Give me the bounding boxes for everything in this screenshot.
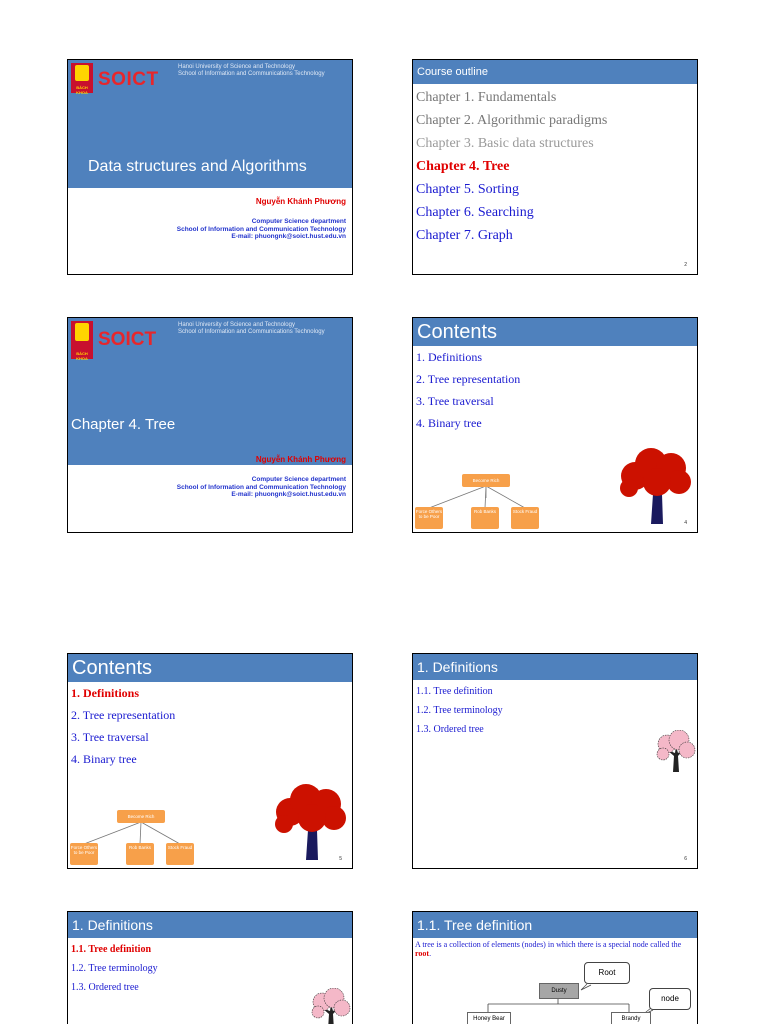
slide-1	[67, 59, 353, 275]
org-root-node: Become Rich	[462, 474, 510, 487]
university-name: Hanoi University of Science and Technology	[178, 64, 295, 70]
list-item: 2. Tree representation	[71, 708, 176, 722]
org-child-node: Rob Banks	[471, 507, 499, 529]
contents-list	[71, 682, 175, 770]
list-item: 2. Tree representation	[416, 372, 521, 386]
logo-flame-icon	[75, 323, 89, 341]
definitions-list	[71, 940, 158, 997]
org-child-node: Force Others to be Poor	[70, 843, 98, 865]
list-item: 3. Tree traversal	[416, 394, 494, 408]
slide-header: Contents	[413, 318, 697, 346]
university-name: Hanoi University of Science and Technology	[178, 322, 295, 328]
root-callout: Root	[584, 962, 630, 984]
list-item-current: 1. Definitions	[71, 686, 140, 700]
school-line: School of Information and Communication Technology	[176, 483, 346, 491]
slide-title: Chapter 4. Tree	[71, 416, 176, 433]
university-info	[178, 322, 325, 336]
school-line: School of Information and Communication Technology	[176, 225, 346, 233]
email-line: E-mail: phuongnk@soict.hust.edu.vn	[231, 233, 346, 240]
blossom-tree-icon	[308, 988, 352, 1024]
author-name: Nguyễn Khánh Phương	[255, 197, 346, 206]
slide-header: 1. Definitions	[413, 654, 697, 680]
email-line: E-mail: phuongnk@soict.hust.edu.vn	[231, 491, 346, 498]
list-item: Chapter 1. Fundamentals	[416, 90, 557, 105]
org-child-node: Stock Fraud	[166, 843, 194, 865]
department-info	[177, 218, 346, 241]
school-name: School of Information and Communications Technology	[178, 329, 325, 335]
tree-node-root: Dusty	[539, 983, 579, 999]
list-item-current: Chapter 4. Tree	[416, 159, 510, 174]
list-item: Chapter 3. Basic data structures	[416, 136, 594, 151]
slide-header: Contents	[68, 654, 352, 682]
department-info	[177, 476, 346, 499]
soict-logo	[71, 321, 171, 361]
course-outline-list	[416, 86, 607, 247]
list-item: Chapter 7. Graph	[416, 228, 513, 243]
list-item: Chapter 2. Algorithmic paradigms	[416, 113, 608, 128]
slide-3	[67, 317, 353, 533]
list-item: 1.3. Ordered tree	[416, 724, 484, 735]
logo-sub: BÁCH KHOA	[76, 351, 88, 361]
department-line: Computer Science department	[251, 218, 346, 225]
org-child-node: Rob Banks	[126, 843, 154, 865]
list-item: 1.1. Tree definition	[416, 686, 493, 697]
page-number: 2	[684, 262, 687, 268]
list-item: 4. Binary tree	[416, 416, 482, 430]
blossom-tree-icon	[653, 730, 697, 774]
slide-5	[67, 653, 353, 869]
list-item: Chapter 5. Sorting	[416, 182, 520, 197]
definitions-list	[416, 682, 503, 739]
page-number: 6	[684, 856, 687, 862]
contents-list	[416, 346, 520, 434]
slide-title: Data structures and Algorithms	[88, 158, 307, 175]
slide-header: Course outline	[413, 60, 697, 84]
list-item: 1.2. Tree terminology	[416, 705, 503, 716]
slide-6	[412, 653, 698, 869]
tree-definition-text	[415, 940, 697, 958]
list-item: 4. Binary tree	[71, 752, 137, 766]
list-item: 3. Tree traversal	[71, 730, 149, 744]
list-item: 1. Definitions	[416, 350, 482, 364]
definition-text: A tree is a collection of elements (nodes) in which there is a special node called the	[415, 940, 682, 949]
university-info	[178, 64, 325, 78]
tree-node: Brandy	[611, 1012, 651, 1024]
slide-header: 1.1. Tree definition	[413, 912, 697, 938]
node-callout: node	[649, 988, 691, 1010]
list-item: 1.2. Tree terminology	[71, 963, 158, 974]
list-item: 1.3. Ordered tree	[71, 982, 139, 993]
logo-sub: BÁCH KHOA	[76, 85, 88, 95]
page-number: 4	[684, 520, 687, 526]
slide-2	[412, 59, 698, 275]
slide-header: 1. Definitions	[68, 912, 352, 938]
list-item: Chapter 6. Searching	[416, 205, 534, 220]
slide-7	[67, 911, 353, 1024]
soict-logo	[71, 63, 171, 97]
tree-node: Honey Bear	[467, 1012, 511, 1024]
department-line: Computer Science department	[251, 476, 346, 483]
org-child-node: Force Others to be Poor	[415, 507, 443, 529]
definition-root-word: root	[415, 949, 430, 958]
page-number: 5	[339, 856, 342, 862]
logo-flame-icon	[75, 65, 89, 81]
author-name: Nguyễn Khánh Phương	[255, 455, 346, 464]
logo-text: SOICT	[98, 69, 159, 90]
org-root-node: Become Rich	[117, 810, 165, 823]
definition-end: .	[429, 949, 432, 958]
slide-4	[412, 317, 698, 533]
org-child-node: Stock Fraud	[511, 507, 539, 529]
slide-8	[412, 911, 698, 1024]
school-name: School of Information and Communications Technology	[178, 71, 325, 77]
list-item-current: 1.1. Tree definition	[71, 944, 151, 955]
logo-text: SOICT	[98, 329, 157, 350]
